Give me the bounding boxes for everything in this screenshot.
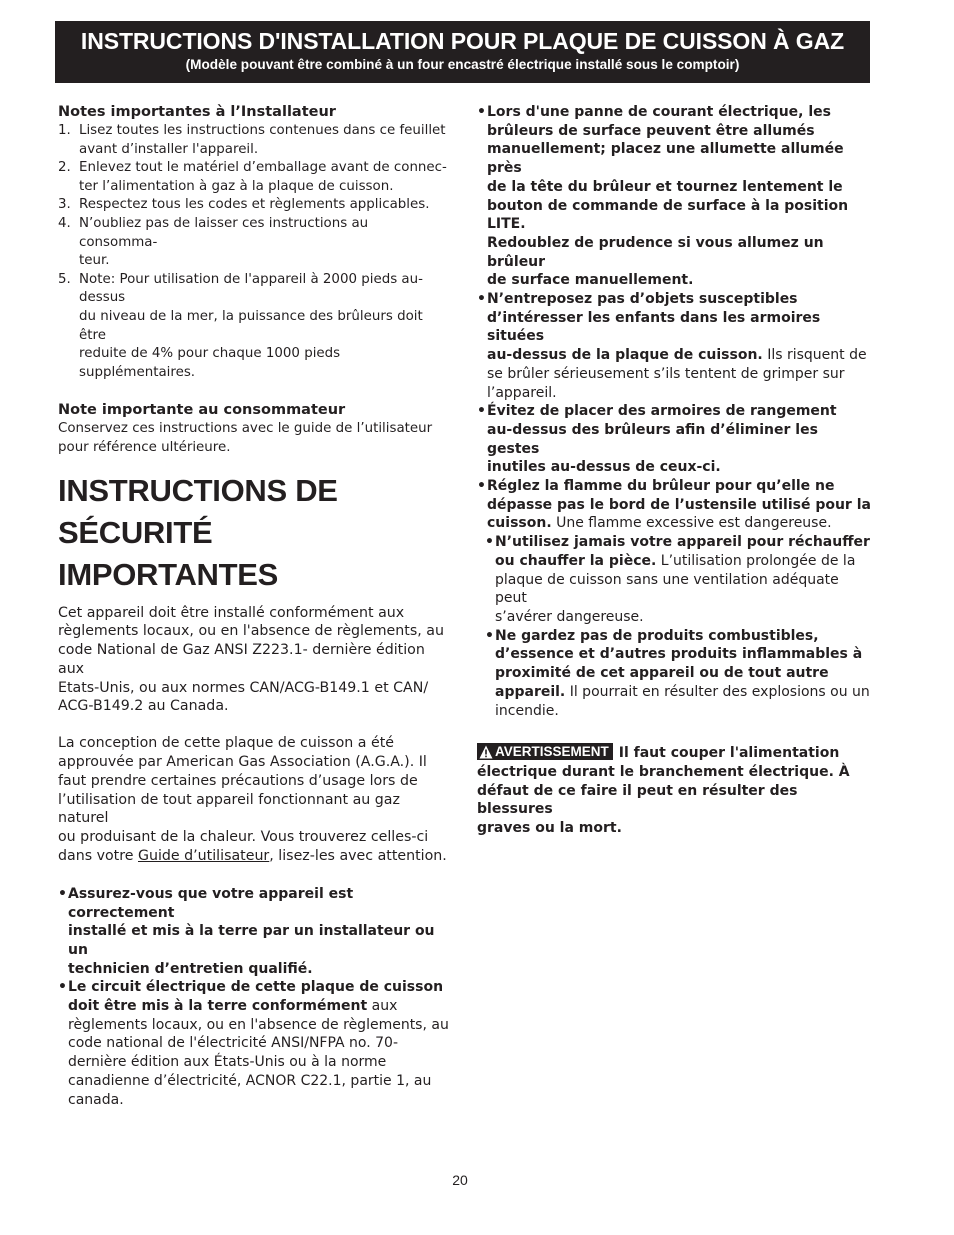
safety-paragraph-2: La conception de cette plaque de cuisson a été approuvée par American Gas Association (A.G.A.). Il faut prendre certaines précautions d’usage lors de l’utilisation de tout appareil fonctionnant au gaz naturel ou produisant de la chaleur. Vous trouverez celles-ci dans votre Guide d’utilisateur, lisez-les avec attention. [58, 735, 447, 865]
list-item: 5. Note: Pour utilisation de l'appareil à 2000 pieds au-dessus du niveau de la mer, la puissance des brûleurs doit être reduite de 4% pour chaque 1000 pieds supplémentaires. [58, 271, 423, 380]
banner-subtitle: (Modèle pouvant être combiné à un four encastré électrique installé sous le comptoir) [185, 57, 740, 72]
left-bullets [58, 885, 450, 1109]
installer-notes-heading: Notes importantes à l’Installateur [58, 104, 336, 120]
banner-title: INSTRUCTIONS D'INSTALLATION POUR PLAQUE DE CUISSON À GAZ [80, 28, 845, 54]
list-item: • N’entreposez pas d’objets susceptibles d’intéresser les enfants dans les armoires situées au-dessus de la plaque de cuisson. Ils risquent de se brûler sérieusement s’ils tentent de grimper sur l’appareil. [477, 291, 867, 401]
user-guide-link: Guide d’utilisateur [138, 848, 270, 865]
list-item: • Le circuit électrique de cette plaque de cuisson doit être mis à la terre conformément aux règlements locaux, ou en l'absence de règlements, au code national de l'électricité ANSI/NFPA no. 70- dernière édition aux États-Unis ou à la norme canadienne d’électricité, ACNOR C22.1, partie 1, au canada. [58, 979, 449, 1108]
consumer-note-text: Conservez ces instructions avec le guide de l’utilisateur pour référence ultérieure. [58, 421, 433, 455]
list-item: • Ne gardez pas de produits combustibles, d’essence et d’autres produits inflammables à proximité de cet appareil ou de tout autre appareil. Il pourrait en résulter des explosions ou un incendie. [485, 627, 870, 719]
list-item: 1. Lisez toutes les instructions contenues dans ce feuillet avant d’installer l'appareil. [58, 123, 446, 157]
left-column [58, 103, 450, 1109]
warning-block: AVERTISSEMENT Il faut couper l'alimentation électrique durant le branchement électrique. À défaut de ce faire il peut en résulter des blessures graves ou la mort. [477, 744, 850, 837]
list-item: 4. N’oubliez pas de laisser ces instructions au consomma- teur. [58, 215, 369, 269]
warning-badge: AVERTISSEMENT [477, 743, 613, 760]
right-column [477, 103, 873, 838]
list-item: • Évitez de placer des armoires de rangement au-dessus des brûleurs afin d’éliminer les gestes inutiles au-dessus de ceux-ci. [477, 403, 837, 476]
list-item: 2. Enlevez tout le matériel d’emballage avant de connec- ter l’alimentation à gaz à la plaque de cuisson. [58, 160, 447, 194]
page-number: 20 [452, 1172, 468, 1188]
warning-triangle-icon [479, 745, 493, 759]
safety-paragraph-1: Cet appareil doit être installé conformément aux règlements locaux, ou en l'absence de règlements, au code National de Gaz ANSI Z223.1- dernière édition aux Etats-Unis, ou aux normes CAN/ACG-B149.1 et CAN/ ACG-B149.2 au Canada. [58, 604, 444, 715]
consumer-note-heading: Note importante au consommateur [58, 402, 346, 419]
list-item: 3. Respectez tous les codes et règlements applicables. [58, 197, 430, 213]
list-item: • Réglez la flamme du brûleur pour qu’elle ne dépasse pas le bord de l’ustensile utilisé pour la cuisson. Une flamme excessive est dangereuse. [477, 478, 871, 532]
safety-title: INSTRUCTIONS DE SÉCURITÉ IMPORTANTES [58, 472, 338, 592]
installer-notes-list [58, 122, 450, 382]
list-item: • Lors d'une panne de courant électrique, les brûleurs de surface peuvent être allumés manuellement; placez une allumette allumée près de la tête du brûleur et tournez lentement le bouton de commande de surface à la position LITE. Redoublez de prudence si vous allumez un brûleur de surface manuellement. [477, 104, 849, 289]
header-banner [55, 21, 870, 83]
list-item: • N’utilisez jamais votre appareil pour réchauffer ou chauffer la pièce. L’utilisation prolongée de la plaque de cuisson sans une ventilation adéquate peut s’avérer dangereuse. [485, 534, 870, 625]
list-item: • Assurez-vous que votre appareil est correctement installé et mis à la terre par un installateur ou un technicien d’entretien qualifié. [58, 885, 435, 977]
